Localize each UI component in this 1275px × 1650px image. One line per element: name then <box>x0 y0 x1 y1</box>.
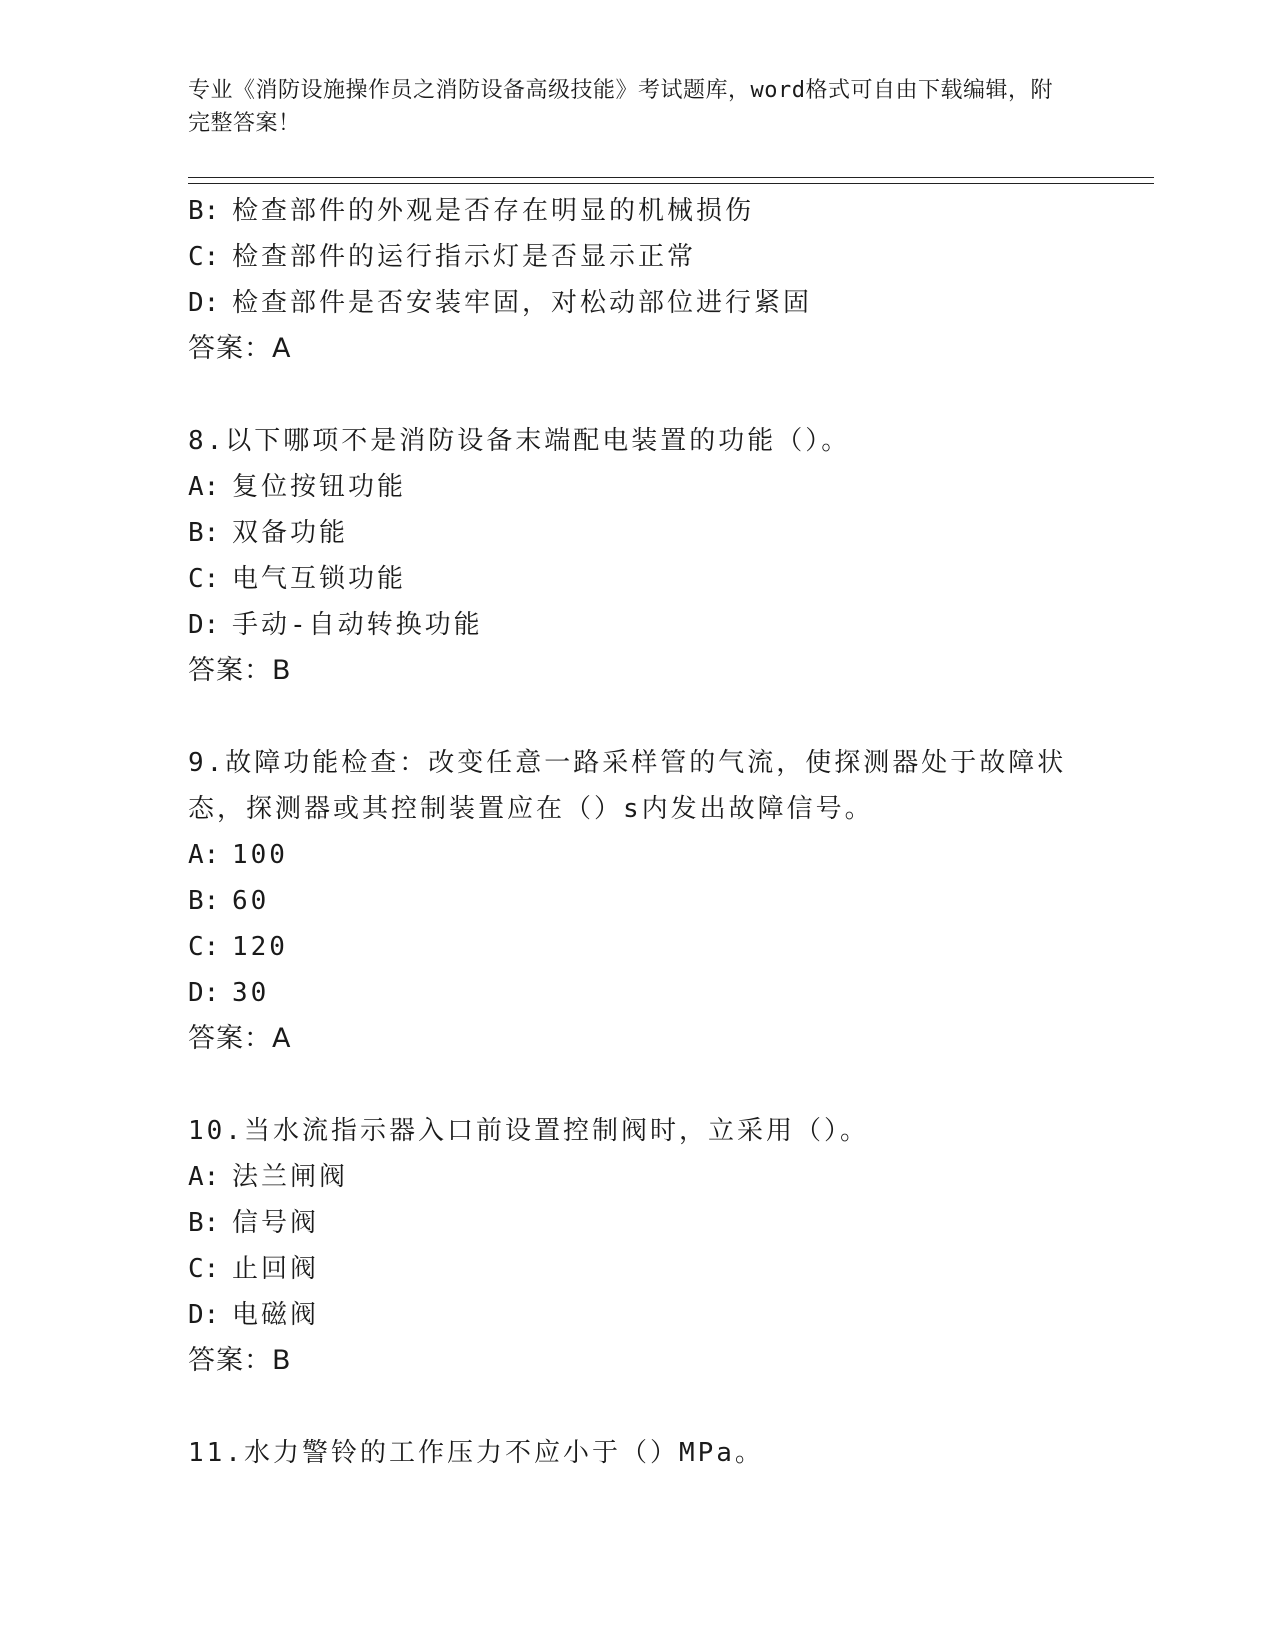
option-text: 100 <box>232 840 288 870</box>
option-letter: B: <box>188 196 220 226</box>
option-text: 检查部件是否安装牢固，对松动部位进行紧固 <box>232 288 813 318</box>
header-rule-bottom <box>188 183 1154 184</box>
option-text: 检查部件的外观是否存在明显的机械损伤 <box>232 196 755 226</box>
option-letter: A: <box>188 1162 220 1192</box>
question-text: 11.水力警铃的工作压力不应小于（）MPa。 <box>188 1438 764 1468</box>
option-b <box>188 188 1148 234</box>
option-letter: A: <box>188 472 220 502</box>
option-a <box>188 1154 1148 1200</box>
document-header <box>188 74 1068 140</box>
answer: 答案：A <box>188 1023 292 1054</box>
spacer <box>188 372 1148 418</box>
answer: 答案：B <box>188 655 292 686</box>
option-letter: B: <box>188 518 220 548</box>
option-text: 双备功能 <box>232 518 349 548</box>
option-letter: D: <box>188 978 220 1008</box>
option-b <box>188 878 1148 924</box>
answer: 答案：A <box>188 333 292 364</box>
option-text: 电气互锁功能 <box>232 564 407 594</box>
question-8 <box>188 418 1148 694</box>
option-b <box>188 510 1148 556</box>
question-7-tail <box>188 188 1148 372</box>
option-text: 检查部件的运行指示灯是否显示正常 <box>232 242 697 272</box>
question-text-line-1: 9.故障功能检查：改变任意一路采样管的气流，使探测器处于故障状 <box>188 748 1067 778</box>
spacer <box>188 1062 1148 1108</box>
question-list <box>188 188 1148 1476</box>
option-letter: C: <box>188 242 220 272</box>
answer: 答案：B <box>188 1345 292 1376</box>
option-letter: B: <box>188 1208 220 1238</box>
option-letter: C: <box>188 1254 220 1284</box>
option-text: 120 <box>232 932 288 962</box>
option-d <box>188 970 1148 1016</box>
option-text: 手动-自动转换功能 <box>232 610 483 640</box>
option-b <box>188 1200 1148 1246</box>
option-text: 复位按钮功能 <box>232 472 407 502</box>
question-text-line-2: 态，探测器或其控制装置应在（）s内发出故障信号。 <box>188 794 874 824</box>
option-letter: B: <box>188 886 220 916</box>
question-text: 8.以下哪项不是消防设备末端配电装置的功能（）。 <box>188 426 851 456</box>
option-d <box>188 280 1148 326</box>
header-text: 专业《消防设施操作员之消防设备高级技能》考试题库，word格式可自由下载编辑，附完整答案！ <box>188 78 1053 136</box>
spacer <box>188 694 1148 740</box>
option-letter: D: <box>188 610 220 640</box>
option-c <box>188 234 1148 280</box>
option-text: 法兰闸阀 <box>232 1162 349 1192</box>
option-letter: A: <box>188 840 220 870</box>
option-text: 电磁阀 <box>232 1300 320 1330</box>
option-text: 60 <box>232 886 270 916</box>
option-d <box>188 1292 1148 1338</box>
header-rule-top <box>188 177 1154 178</box>
question-9 <box>188 740 1148 1062</box>
option-letter: D: <box>188 1300 220 1330</box>
option-text: 30 <box>232 978 270 1008</box>
option-letter: C: <box>188 564 220 594</box>
option-letter: D: <box>188 288 220 318</box>
spacer <box>188 1384 1148 1430</box>
option-c <box>188 924 1148 970</box>
option-letter: C: <box>188 932 220 962</box>
question-10 <box>188 1108 1148 1384</box>
question-11 <box>188 1430 1148 1476</box>
option-a <box>188 832 1148 878</box>
option-text: 信号阀 <box>232 1208 320 1238</box>
option-a <box>188 464 1148 510</box>
option-d <box>188 602 1148 648</box>
question-text: 10.当水流指示器入口前设置控制阀时，立采用（）。 <box>188 1116 869 1146</box>
option-text: 止回阀 <box>232 1254 320 1284</box>
option-c <box>188 1246 1148 1292</box>
option-c <box>188 556 1148 602</box>
